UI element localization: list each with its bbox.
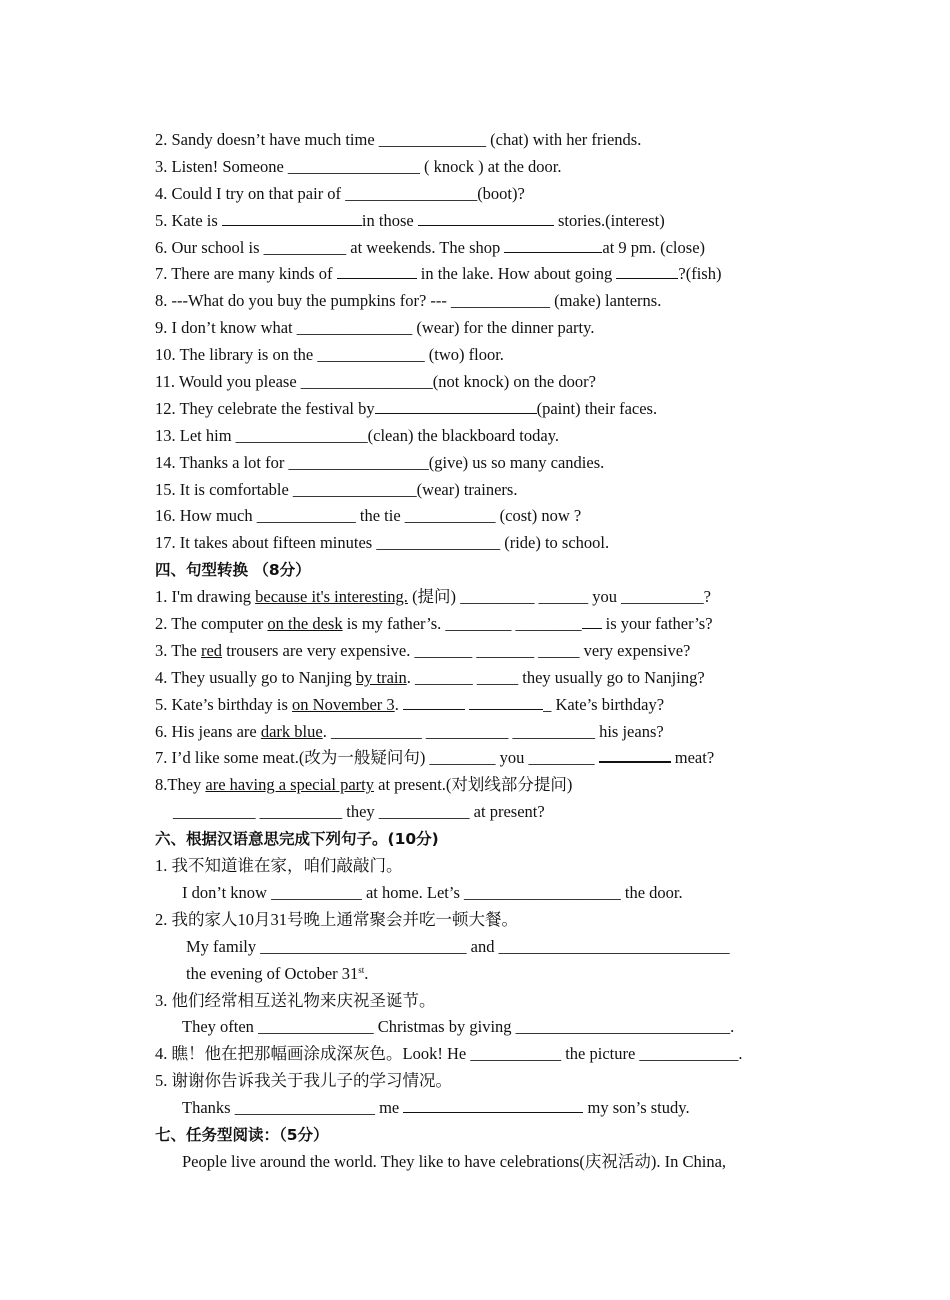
s6-question-3-cn: 3. 他们经常相互送礼物来庆祝圣诞节。 bbox=[155, 990, 436, 1010]
s6-question-1-en: I don’t know ___________ at home. Let’s ___________________ the door. bbox=[182, 882, 683, 902]
question-8: 8. ---What do you buy the pumpkins for? --- ____________ (make) lanterns. bbox=[155, 291, 662, 311]
question-12: 12. They celebrate the festival by (paint) their faces. bbox=[155, 398, 658, 418]
answer-blank[interactable] bbox=[375, 412, 537, 414]
answer-blank[interactable] bbox=[403, 1111, 583, 1113]
s6-question-4: 4. 瞧！他在把那幅画涂成深灰色。Look! He ___________ the picture ____________. bbox=[155, 1044, 743, 1064]
question-9: 9. I don’t know what ______________ (wear) for the dinner party. bbox=[155, 318, 595, 338]
answer-blank[interactable] bbox=[222, 224, 362, 226]
s6-question-2-cn: 2. 我的家人10月31号晚上通常聚会并吃一顿大餐。 bbox=[155, 909, 518, 929]
question-15: 15. It is comfortable _______________(wear) trainers. bbox=[155, 479, 518, 499]
question-7: 7. There are many kinds of in the lake. How about going ?(fish) bbox=[155, 264, 722, 284]
s6-question-1-cn: 1. 我不知道谁在家，咱们敲敲门。 bbox=[155, 856, 403, 876]
s4-question-4: 4. They usually go to Nanjing by train. _______ _____ they usually go to Nanjing? bbox=[155, 667, 705, 687]
s6-question-3-en: They often ______________ Christmas by giving __________________________. bbox=[182, 1017, 735, 1037]
answer-blank[interactable] bbox=[418, 224, 554, 226]
section-4-heading: 四、句型转换 （8分） bbox=[155, 561, 311, 580]
s4-question-7: 7. I’d like some meat.(改为一般疑问句) ________ you ________ meat? bbox=[155, 748, 715, 768]
s4-question-8-answer: __________ __________ they ___________ at present? bbox=[173, 802, 545, 822]
s6-question-2-en: My family _________________________ and ____________________________ bbox=[186, 936, 730, 956]
worksheet-page bbox=[155, 127, 845, 1176]
question-11: 11. Would you please ________________(not knock) on the door? bbox=[155, 372, 596, 392]
answer-blank[interactable] bbox=[403, 708, 465, 710]
question-3: 3. Listen! Someone ________________ ( knock ) at the door. bbox=[155, 156, 562, 176]
answer-blank[interactable] bbox=[582, 627, 602, 629]
question-5: 5. Kate is in those stories.(interest) bbox=[155, 210, 665, 230]
s6-question-2-en-cont: the evening of October 31st. bbox=[186, 963, 369, 983]
answer-blank[interactable] bbox=[337, 277, 417, 279]
answer-blank[interactable] bbox=[616, 277, 678, 279]
s4-question-3: 3. The red trousers are very expensive. _______ _______ _____ very expensive? bbox=[155, 640, 691, 660]
question-13: 13. Let him ________________(clean) the blackboard today. bbox=[155, 425, 559, 445]
section-6-heading: 六、根据汉语意思完成下列句子。(10分) bbox=[155, 830, 439, 849]
question-10: 10. The library is on the _____________ (two) floor. bbox=[155, 345, 504, 365]
answer-blank[interactable] bbox=[504, 251, 602, 253]
s4-question-1: 1. I'm drawing because it's interesting. (提问) _________ ______ you __________? bbox=[155, 587, 711, 607]
s4-question-5: 5. Kate’s birthday is on November 3. _ Kate’s birthday? bbox=[155, 694, 665, 714]
answer-blank[interactable] bbox=[599, 760, 671, 763]
question-16: 16. How much ____________ the tie ___________ (cost) now ? bbox=[155, 506, 582, 526]
question-14: 14. Thanks a lot for _________________(give) us so many candies. bbox=[155, 452, 605, 472]
s6-question-5-cn: 5. 谢谢你告诉我关于我儿子的学习情况。 bbox=[155, 1071, 452, 1091]
section-7-heading: 七、任务型阅读：（5分） bbox=[155, 1125, 329, 1144]
s4-question-6: 6. His jeans are dark blue. ___________ __________ __________ his jeans? bbox=[155, 721, 664, 741]
question-4: 4. Could I try on that pair of ________________(boot)? bbox=[155, 183, 525, 203]
answer-blank[interactable] bbox=[469, 708, 543, 710]
question-17: 17. It takes about fifteen minutes _______________ (ride) to school. bbox=[155, 533, 610, 553]
reading-paragraph: People live around the world. They like to have celebrations(庆祝活动). In China, bbox=[182, 1151, 727, 1171]
question-6: 6. Our school is __________ at weekends. The shop at 9 pm. (close) bbox=[155, 237, 706, 257]
question-2: 2. Sandy doesn’t have much time _____________ (chat) with her friends. bbox=[155, 130, 642, 149]
s4-question-2: 2. The computer on the desk is my father’s. ________ ________ is your father’s? bbox=[155, 614, 713, 634]
s6-question-5-en: Thanks _________________ me my son’s study. bbox=[182, 1098, 690, 1118]
s4-question-8: 8.They are having a special party at present.(对划线部分提问) bbox=[155, 775, 573, 795]
